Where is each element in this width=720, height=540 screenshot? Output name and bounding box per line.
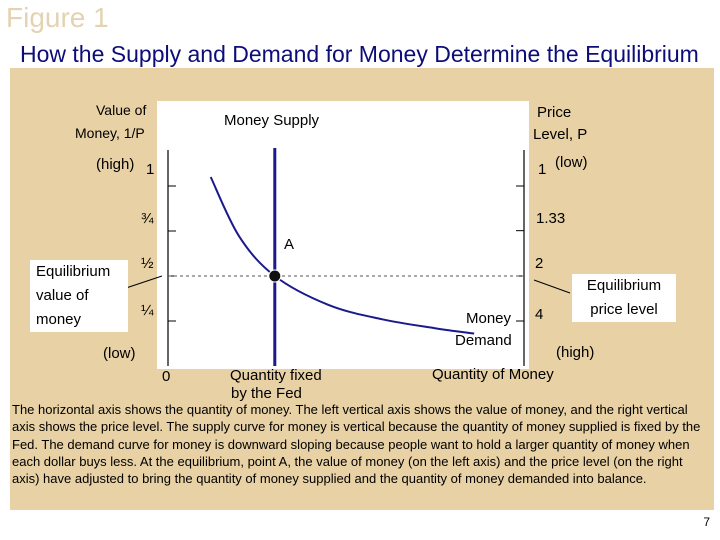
money-demand-curve [211,177,474,334]
x-axis-label: Quantity of Money [432,366,554,383]
right-low-label: (low) [555,154,588,171]
figure-label: Figure 1 [6,2,109,33]
left-tick-label-1: 1 [146,161,155,178]
left-axis-label-line2: Money, 1/P [75,125,145,141]
callout-lines [120,276,570,293]
right-tick-label-4: 4 [535,306,544,323]
equilibrium-price-callout-line2: price level [590,301,658,318]
equilibrium-price-callout-line1: Equilibrium [586,277,662,294]
left-tick-label-1-2: ½ [141,255,154,272]
equilibrium-point [269,270,281,282]
slide-title: How the Supply and Demand for Money Determine the Equilibrium [20,41,699,67]
quantity-fixed-label-line1: Quantity fixed [230,367,322,384]
equilibrium-value-callout [30,260,128,332]
right-axis-label-line2: Level, P [533,126,588,143]
right-tick-label-1-33: 1.33 [536,210,566,227]
equilibrium-value-callout-line2: value of [36,287,89,304]
left-low-label: (low) [103,345,136,362]
money-demand-label-line1: Money [466,310,512,327]
origin-label: 0 [162,368,171,385]
left-high-label: (high) [96,156,135,173]
figure-description: The horizontal axis shows the quantity of money. The left vertical axis shows the value of money, and the right vertical axis shows the price level. The supply curve for money is vertical because the quantity of money supplied is fixed by the Fed. The demand curve for money is downward sloping because people want to hold a larger quantity of money when each dollar buys less. At the equilibrium, point A, the value of money (on the left axis) and the price level (on the right axis) have adjusted to bring the quantity of money supplied and the quantity of money demanded into balance. [12,402,701,487]
right-tick-label-2: 2 [535,255,544,272]
right-axis-label-line1: Price [537,104,572,121]
money-supply-label: Money Supply [224,112,320,129]
equilibrium-value-callout-line1: Equilibrium [36,263,111,280]
left-axis-label-line1: Value of [96,102,147,118]
equilibrium-value-callout-line3: money [36,311,82,328]
tick-marks [168,186,524,321]
right-tick-label-1: 1 [538,161,547,178]
right-callout-pointer [534,280,570,293]
left-tick-label-1-4: ¼ [141,302,154,319]
equilibrium-price-callout [572,274,676,322]
equilibrium-point-label: A [284,236,295,253]
right-high-label: (high) [556,344,595,361]
quantity-fixed-label-line2: by the Fed [231,385,302,402]
page-number: 7 [703,515,710,529]
money-demand-label-line2: Demand [455,332,512,349]
left-tick-label-3-4: ¾ [141,210,154,227]
